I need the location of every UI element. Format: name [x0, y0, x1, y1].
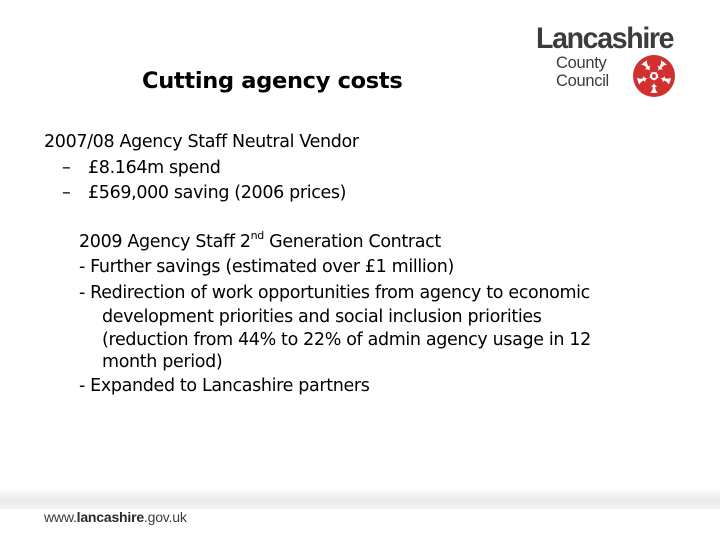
redirection-item-continued: month period) [102, 352, 223, 372]
footer-url-domain: lancashire [76, 509, 144, 525]
section2-heading-post: Generation Contract [263, 231, 441, 252]
footer-website-link[interactable] [44, 509, 187, 525]
further-savings-item: - Further savings (estimated over £1 million) [79, 257, 454, 277]
bullet-dash: – [62, 157, 71, 178]
logo-council-text: Council [556, 72, 609, 90]
slide-title: Cutting agency costs [142, 68, 403, 94]
lancashire-county-council-logo [534, 22, 704, 106]
bullet-spend [44, 156, 704, 182]
red-rose-emblem-icon [630, 52, 678, 100]
footer-url-suffix: .gov.uk [143, 509, 187, 525]
expanded-item: - Expanded to Lancashire partners [79, 375, 370, 396]
section2-heading-sup: nd [250, 228, 264, 242]
slide-body [44, 130, 704, 399]
logo-wordmark: Lancashire [536, 22, 674, 55]
footer-band [0, 489, 720, 509]
redirection-item: - Redirection of work opportunities from agency to economic [79, 282, 590, 303]
redirection-item-continued: (reduction from 44% to 22% of admin agency usage in 12 [102, 329, 591, 350]
footer-url-prefix: www. [44, 509, 77, 525]
section2 [44, 230, 704, 400]
redirection-item-continued: development priorities and social inclusion priorities [102, 307, 542, 327]
section2-heading [79, 230, 704, 256]
logo-county-text: County [556, 54, 607, 72]
bullet-saving [44, 181, 704, 207]
bullet-dash: – [62, 183, 71, 203]
section1-heading: 2007/08 Agency Staff Neutral Vendor [44, 132, 359, 152]
section2-heading-pre: 2009 Agency Staff 2 [79, 231, 251, 252]
bullet-text: £8.164m spend [88, 157, 221, 178]
bullet-text: £569,000 saving (2006 prices) [88, 183, 347, 203]
